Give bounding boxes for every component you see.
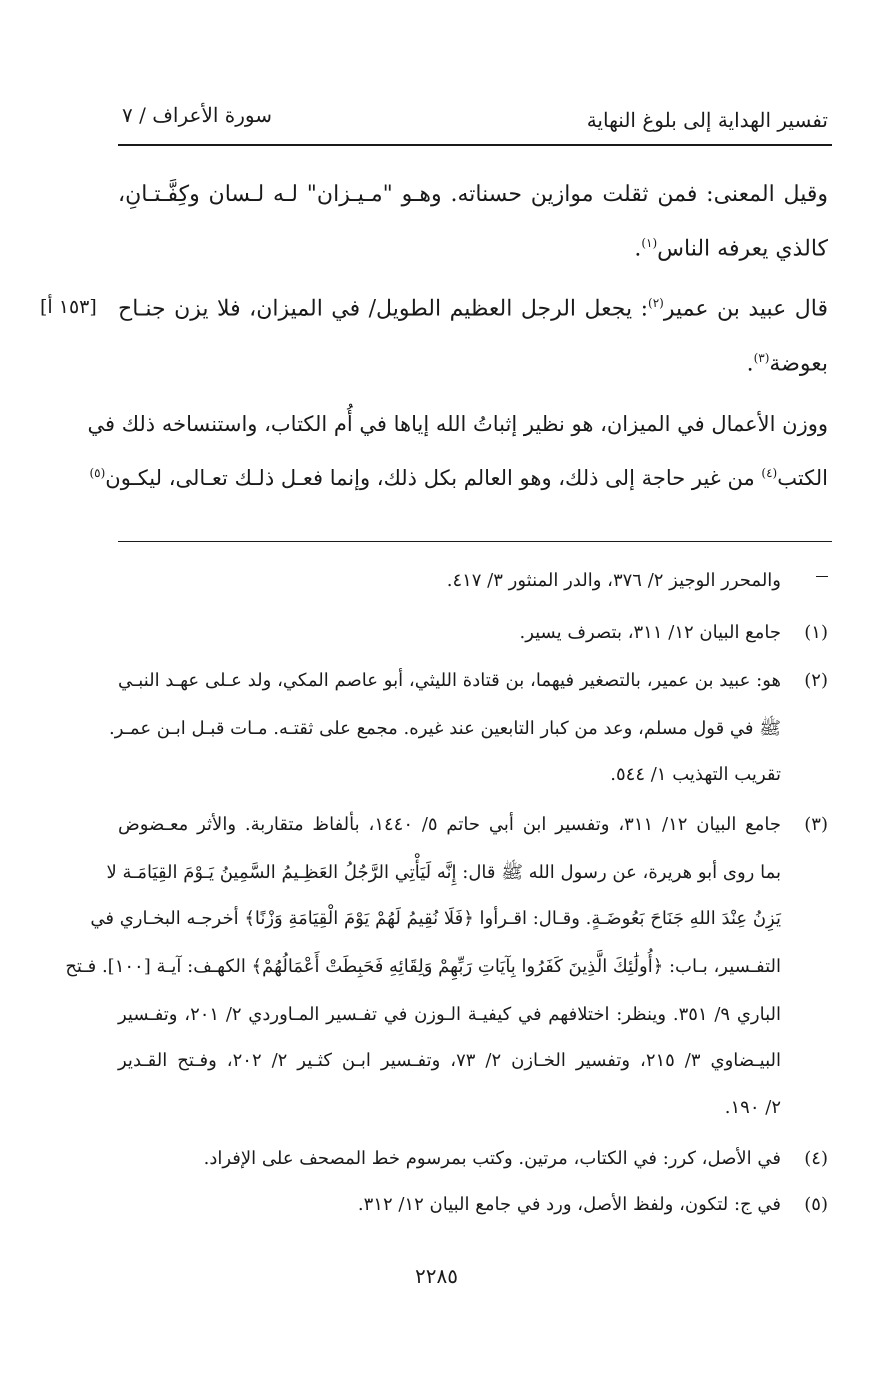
footnote-number: (٢) [804,670,828,691]
continuation-mark [816,576,828,577]
body-text: بعوضة [769,351,828,377]
footnote-text: التفـسير، بـاب: ﴿أُولَٰئِكَ الَّذِينَ كَفَرُوا بِآيَاتِ رَبِّهِمْ وَلِقَائِهِ فَحَبِطَتْ أَعْمَالُهُمْ﴾ الكهـف: آيـة [١٠٠]. فـتح [65,956,781,977]
page-number: ٢٢٨٥ [415,1264,458,1288]
footnote-number: (١) [804,622,828,643]
body-line: وقيل المعنى: فمن ثقلت موازين حسناته. وهـو "مـيـزان" لـه لـسان وكِفَّـتـانِ، [118,182,828,207]
footnote-ref: (٢) [648,296,664,310]
footnote-text: ﷺ في قول مسلم، وعد من كبار التابعين عند غيره. مجمع على ثقتـه. مـات قبـل ابـن عمـر. [109,718,781,739]
footnote-ref: (٤) [761,466,778,480]
body-text: كالذي يعرفه الناس [657,236,828,262]
body-line [89,466,828,490]
margin-folio-reference: [١٥٣ أ] [40,296,97,318]
footnote-text: في ج: لتكون، ولفظ الأصل، ورد في جامع البيان ١٢/ ٣١٢. [357,1194,781,1215]
body-text: من غير حاجة إلى ذلك، وهو العالم بكل ذلك، وإنما فعـل ذلـك تعـالى، ليكـون [105,466,762,490]
footnote-number: (٥) [804,1194,828,1215]
footnote-text: يَزِنُ عِنْدَ اللهِ جَنَاحَ بَعُوضَـةٍ. وقـال: اقـرأوا ﴿فَلَا نُقِيمُ لَهُمْ يَوْمَ الْقِيَامَةِ وَزْنًا﴾ أخرجـه البخـاري في [90,908,781,929]
body-line [634,236,828,261]
body-line [118,296,828,321]
body-text: : يجعل الرجل العظيم الطويل/ في الميزان، فلا يزن جنـاح [118,296,649,322]
footnote-separator [118,541,832,542]
footnote-text: في الأصل، كرر: في الكتاب، مرتين. وكتب بمرسوم خط المصحف على الإفراد. [203,1148,781,1169]
footnote-number: (٣) [804,814,828,835]
footnote-text: تقريب التهذيب ١/ ٥٤٤. [610,764,781,785]
body-text: . [746,351,754,377]
body-text: الكتب [777,466,828,490]
surah-title: سورة الأعراف / ٧ [122,103,273,127]
footnote-continuation: والمحرر الوجيز ٢/ ٣٧٦، والدر المنثور ٣/ ٤١٧. [446,570,781,591]
body-line: ووزن الأعمال في الميزان، هو نظير إثباتُ الله إياها في أُم الكتاب، واستنساخه ذلك في [87,412,828,436]
footnote-text: ٢/ ١٩٠. [724,1097,781,1118]
header-rule [118,144,832,146]
footnote-ref: (٣) [753,351,770,365]
footnote-text: بما روى أبو هريرة، عن رسول الله ﷺ قال: إِنَّه لَيَأْتِي الرَّجُلُ العَظِـيمُ السَّمِينُ يَـوْمَ القِيَامَـة لا [106,862,781,883]
footnote-number: (٤) [804,1148,828,1169]
footnote-ref: (٥) [89,466,106,480]
footnote-text: جامع البيان ١٢/ ٣١١، بتصرف يسير. [519,622,781,643]
running-title: تفسير الهداية إلى بلوغ النهاية [586,108,828,132]
body-text: . [634,236,642,262]
footnote-text: جامع البيان ١٢/ ٣١١، وتفسير ابن أبي حاتم ٥/ ١٤٤٠، بألفاظ متقاربة. والأثر معـضوض [118,814,782,835]
footnote-text: هو: عبيد بن عمير، بالتصغير فيهما، بن قتادة الليثي، أبو عاصم المكي، ولد عـلى عهـد النبـي [118,670,781,691]
footnote-text: البيـضاوي ٣/ ٢١٥، وتفسير الخـازن ٢/ ٧٣، وتفـسير ابـن كثـير ٢/ ٢٠٢، وفـتح القـدير [118,1050,781,1071]
body-line [747,351,828,376]
footnote-text: الباري ٩/ ٣٥١. وينظر: اختلافهم في كيفيـة الـوزن في تفـسير المـاوردي ٢/ ٢٠١، وتفـسير [118,1004,782,1025]
body-text: قال عبيد بن عمير [663,296,828,322]
footnote-ref: (١) [641,236,658,250]
